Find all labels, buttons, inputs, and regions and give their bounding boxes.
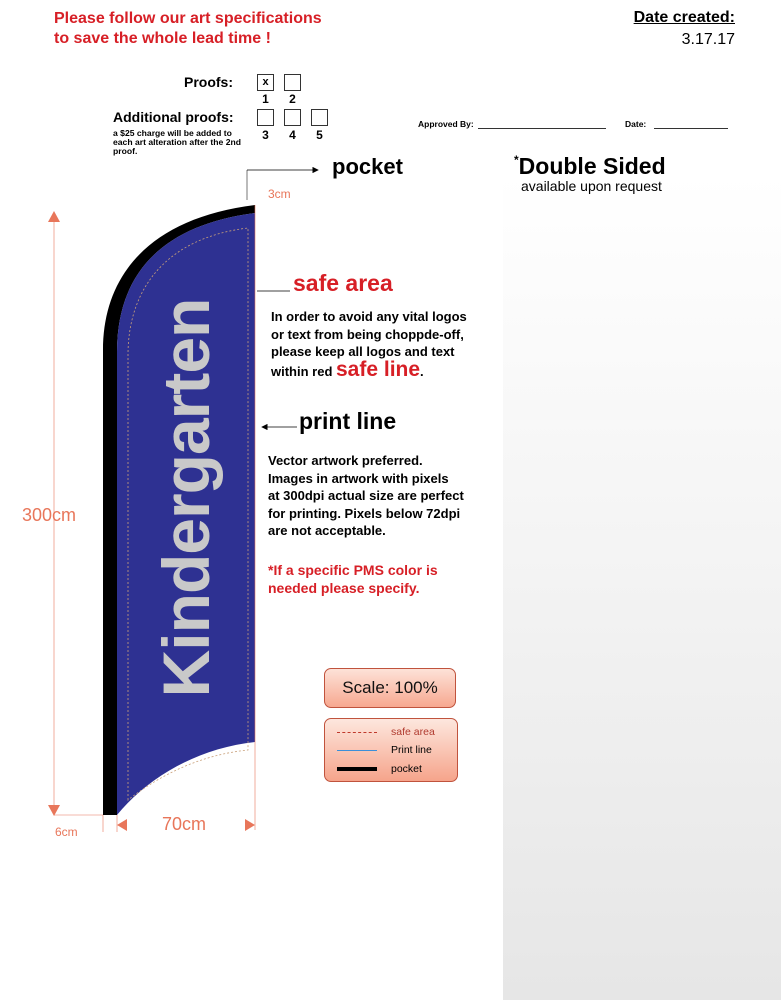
safe-area-line-2: or text from being choppde-off, — [271, 326, 464, 342]
proof-number-2: 2 — [289, 92, 296, 106]
safe-line-emphasis: safe line — [336, 357, 421, 381]
safe-area-line-3: please keep all logos and text — [271, 344, 455, 359]
legend-pocket-label: pocket — [391, 763, 422, 775]
approval-date-label: Date: — [625, 119, 647, 129]
print-line-text — [268, 452, 508, 540]
pms-line: *If a specific PMS color is — [268, 562, 438, 578]
proof-number-4: 4 — [289, 128, 296, 142]
instruction-line-2: to save the whole lead time ! — [54, 30, 271, 47]
flag-text: Kindergarten — [149, 298, 223, 698]
proofs-label: Proofs: — [184, 74, 233, 90]
pocket-label: pocket — [332, 154, 403, 179]
legend-box — [324, 718, 458, 782]
pms-line: needed please specify. — [268, 579, 420, 596]
proof-checkbox-1[interactable]: x — [257, 74, 274, 91]
pms-note — [268, 562, 488, 597]
safe-area-text — [271, 308, 511, 380]
additional-proofs-note: a $25 charge will be added to each art alteration after the 2nd proof. — [113, 128, 241, 156]
additional-proofs-label: Additional proofs: — [113, 109, 234, 125]
double-sided-star: * — [514, 153, 519, 167]
print-text-line: Vector artwork preferred. — [268, 453, 423, 468]
print-text-line: Images in artwork with pixels — [268, 470, 449, 486]
double-sided-text: Double Sided — [518, 153, 666, 179]
legend-safe-line-sample — [337, 732, 377, 733]
legend-pocket-sample — [337, 767, 377, 771]
print-text-line: for printing. Pixels below 72dpi — [268, 505, 461, 521]
legend-pocket — [325, 762, 457, 778]
double-sided-title — [514, 153, 666, 180]
safe-area-line-4 — [271, 357, 511, 381]
legend-safe-area — [325, 725, 457, 741]
print-line-title: print line — [299, 408, 397, 434]
proof-number-5: 5 — [316, 128, 323, 142]
safe-area-within: within red — [271, 363, 336, 379]
print-text-line: are not acceptable. — [268, 523, 386, 538]
proof-number-3: 3 — [262, 128, 269, 142]
legend-print-line — [325, 743, 457, 759]
bottom-offset-label: 6cm — [55, 825, 78, 839]
height-dimension-label: 300cm — [22, 505, 77, 525]
width-dimension-label: 70cm — [162, 814, 207, 834]
safe-area-title: safe area — [293, 270, 393, 296]
safe-area-period: . — [420, 363, 424, 379]
approved-by-label: Approved By: — [418, 119, 474, 129]
legend-print-label: Print line — [391, 744, 432, 756]
scale-badge: Scale: 100% — [324, 668, 456, 708]
date-created-value: 3.17.17 — [681, 31, 735, 48]
proof-number-1: 1 — [262, 92, 269, 106]
legend-print-line-sample — [337, 750, 377, 751]
date-created-label: Date created: — [633, 9, 735, 26]
safe-area-line-1: In order to avoid any vital logos — [271, 309, 467, 324]
instruction-line-1: Please follow our art specifications — [54, 10, 322, 27]
legend-safe-label: safe area — [391, 726, 435, 738]
pocket-dimension-label: 3cm — [268, 187, 291, 201]
double-sided-subtitle: available upon request — [521, 178, 662, 194]
print-text-line: at 300dpi actual size are perfect — [268, 488, 464, 503]
